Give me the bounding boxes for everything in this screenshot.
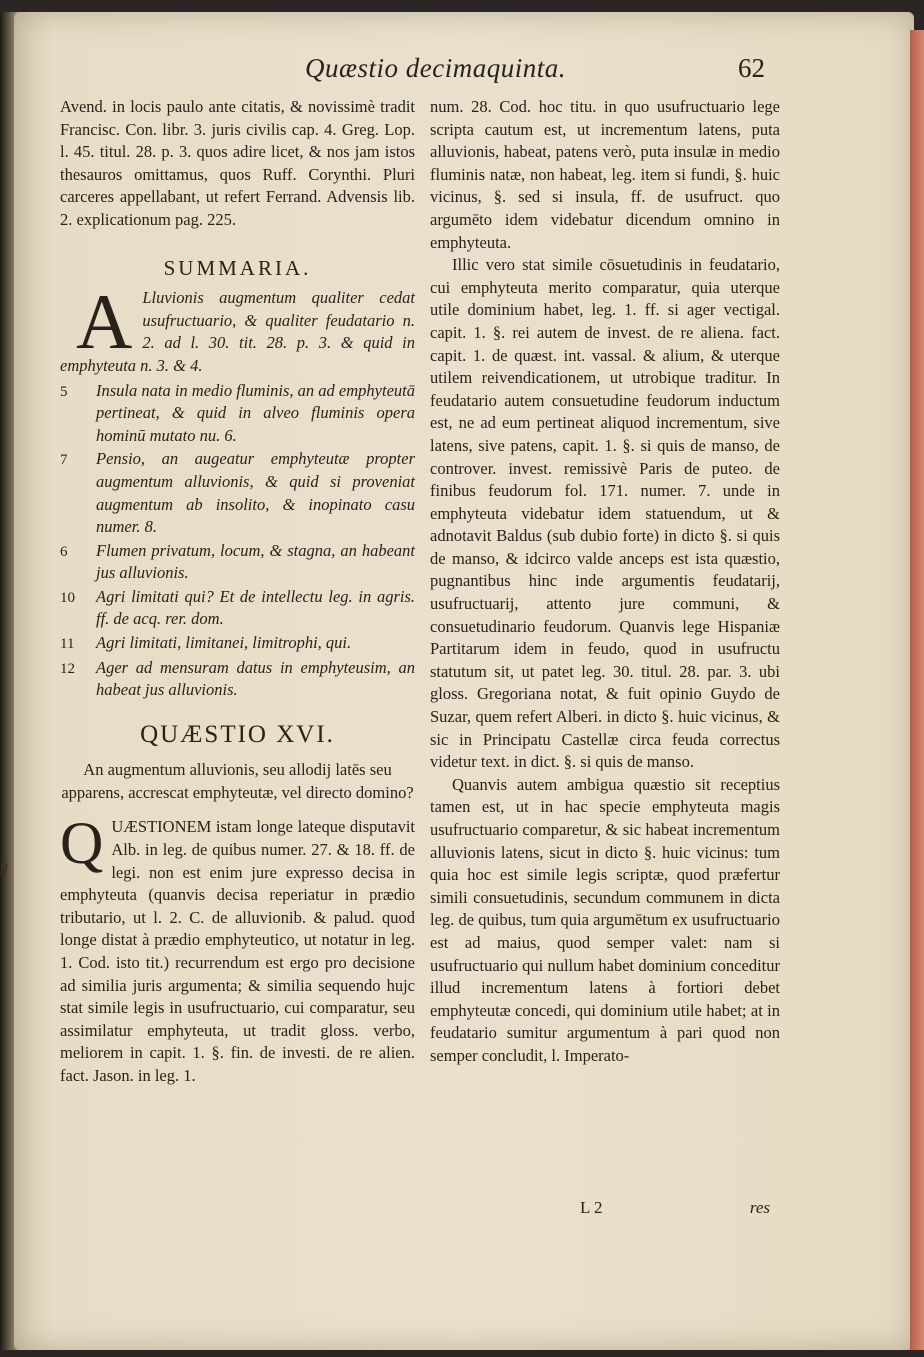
summaria-entry: [60, 380, 415, 448]
body-paragraph: [60, 810, 415, 1087]
summaria-text: Insula nata in medio fluminis, an ad emphyteutā pertineat, & quid in alveo fluminis opera hominū mutato nu. 6.: [96, 380, 415, 445]
summaria-text: Pensio, an augeatur emphyteutæ propter augmentum alluvionis, & quid si proveniat augmentum ab insolito, & inopinato casu numer. 8.: [96, 449, 415, 537]
summaria-first-entry: [60, 278, 415, 377]
intro-paragraph: Avend. in locis paulo ante citatis, & novissimè tradit Francisc. Con. libr. 3. juris civilis cap. 4. Greg. Lop. l. 45. titul. 28. p. 3. quos adire licet, & nos jam istos thesauros omittamus, quos Ruff. Corynthi. Pluri carceres appellabant, ut refert Ferrand. Advensis lib. 2. explicationum pag. 225.: [60, 97, 415, 229]
facing-page-fragment: g: [0, 858, 8, 875]
summaria-entry: [60, 448, 415, 538]
summaria-text: Ager ad mensuram datus in emphyteusim, an habeat jus alluvionis.: [96, 657, 415, 700]
page-number: 62: [738, 53, 765, 83]
quaestio-heading: QUÆSTIO XVI.: [140, 720, 335, 748]
drop-capital-q: Q: [60, 810, 104, 877]
page-edge-red: [910, 30, 924, 1350]
drop-capital-a: A: [76, 278, 133, 366]
right-paragraph-1: num. 28. Cod. hoc titu. in quo usufructuario lege scripta cautum est, ut incrementum latens, puta alluvionis, habeat, patens verò, puta insulæ in medio fluminis natæ, non habeat, leg. item si fundi, §. huic vicinus, §. sed si insula, ff. de usufruct. quo argumēto idem videbatur dicendum omnino in emphyteuta.: [430, 97, 780, 252]
left-column: [60, 96, 415, 1088]
summaria-number: 10: [60, 589, 75, 606]
right-column: [430, 96, 780, 1068]
summaria-entry: [60, 657, 415, 702]
summaria-heading: SUMMARIA.: [163, 255, 312, 280]
summaria-text: Agri limitati qui? Et de intellectu leg. in agris. ff. de acq. rer. dom.: [96, 586, 415, 629]
summaria-number: 12: [60, 660, 75, 677]
question-text: An augmentum alluvionis, seu allodij latēs seu apparens, accrescat emphyteutæ, vel directo domino?: [61, 760, 414, 803]
summaria-number: 7: [60, 452, 68, 469]
summaria-first-text: Lluvionis augmentum qualiter cedat usufructuario, & qualiter feudatario n. 2. ad l. 30. tit. 28. p. 3. & quid in emphyteuta n. 3. & 4.: [60, 288, 415, 375]
summaria-number: 11: [60, 636, 75, 653]
signature-mark: L 2: [580, 1198, 603, 1217]
summaria-number: 5: [60, 383, 68, 400]
running-head: Quæstio decimaquinta.: [305, 53, 566, 83]
page-header: [305, 53, 775, 89]
summaria-text: Agri limitati, limitanei, limitrophi, qui.: [96, 633, 352, 653]
right-paragraph-2: Illic vero stat simile cōsuetudinis in feudatario, cui emphyteuta merito comparatur, quia uterque utile dominium habet, leg. 1. ff. si ager vectigal. capit. 1. §. rei autem de invest. de re aliena. fact. capit. 1. de quæst. int. vassal. & alium, & uterque utilem reivendicationem, ut utrobique traditur. In feudatario autem consuetudine feudorum inductum est, ne ad eum pertineat aliquod incrementum, sive latens, sive patens, capit. 1. §. si quis de manso, de controver. invest. remissivè Paris de puteo. de finibus feudorum fol. 171. numer. 7. unde in emphyteuta videbatur idem statuendum, ut & adnotavit Baldus (sub dubio forte) in dicto §. si quis de manso, & idcirco valde anceps est ista quæstio, pugnantibus hinc inde argumentis feudatarij, usufructuarij, attento jure communi, & consuetudinario feudorum. Quanvis lege Hispaniæ Partitarum idem in feudo, quod in usufructu statutum sit, ut patet leg. 30. titul. 28. par. 3. ubi gloss. Gregoriana notat, & fuit opinio Guydo de Suzar, quem refert Alberi. in dicto §. huic vicinus, & sic in Principatu Castellæ circa feuda correctus videtur text. in dict. §. si quis de manso.: [430, 255, 780, 772]
body-text: UÆSTIONEM istam longe lateque disputavit Alb. in leg. de quibus numer. 27. & 18. ff. de legi. non est enim jure expresso decisa in emphyteuta (quanvis decisa reperiatur in prædio tributario, ut l. 2. C. de alluvionib. & palud. quod longe distat à prædio emphyteutico, ut notatur in leg. 1. Cod. isto tit.) recurrendum est ergo pro decisione ad similia juris argumenta; & similia sequendo hujc stat simile legis in usufructuario, cui comparatur, seu assimilatur emphyteuta, ut tradit gloss. verbo, meliorem in capit. 1. §. fin. de investi. de re alien. fact. Jason. in leg. 1.: [60, 817, 415, 1085]
catchword: res: [749, 1198, 770, 1217]
summaria-entry: [60, 632, 415, 656]
summaria-entry: [60, 586, 415, 631]
page-footer: [580, 1198, 770, 1224]
summaria-number: 6: [60, 543, 68, 560]
right-paragraph-3: Quanvis autem ambigua quæstio sit receptius tamen est, ut in hac specie emphyteuta magis usufructuario comparetur, & sic habeat incrementum alluvionis latens, sicut in dicto §. huic vicinus: tum quia hoc est simile legis scriptæ, quod præfertur simili consuetudinis, secundum communem in dicta leg. de quibus, tum quia argumētum ex usufructuario est ad maius, quod semper valet: nam si usufructuario qui nullum habet dominium conceditur illud incrementum latens à fortiori debet emphyteutæ concedi, qui dominium utile habet; at in feudatario sumitur argumentum à pari quod non semper concludit, l. Imperato-: [430, 774, 780, 1065]
summaria-entry: [60, 540, 415, 585]
summaria-text: Flumen privatum, locum, & stagna, an habeant jus alluvionis.: [96, 540, 415, 583]
